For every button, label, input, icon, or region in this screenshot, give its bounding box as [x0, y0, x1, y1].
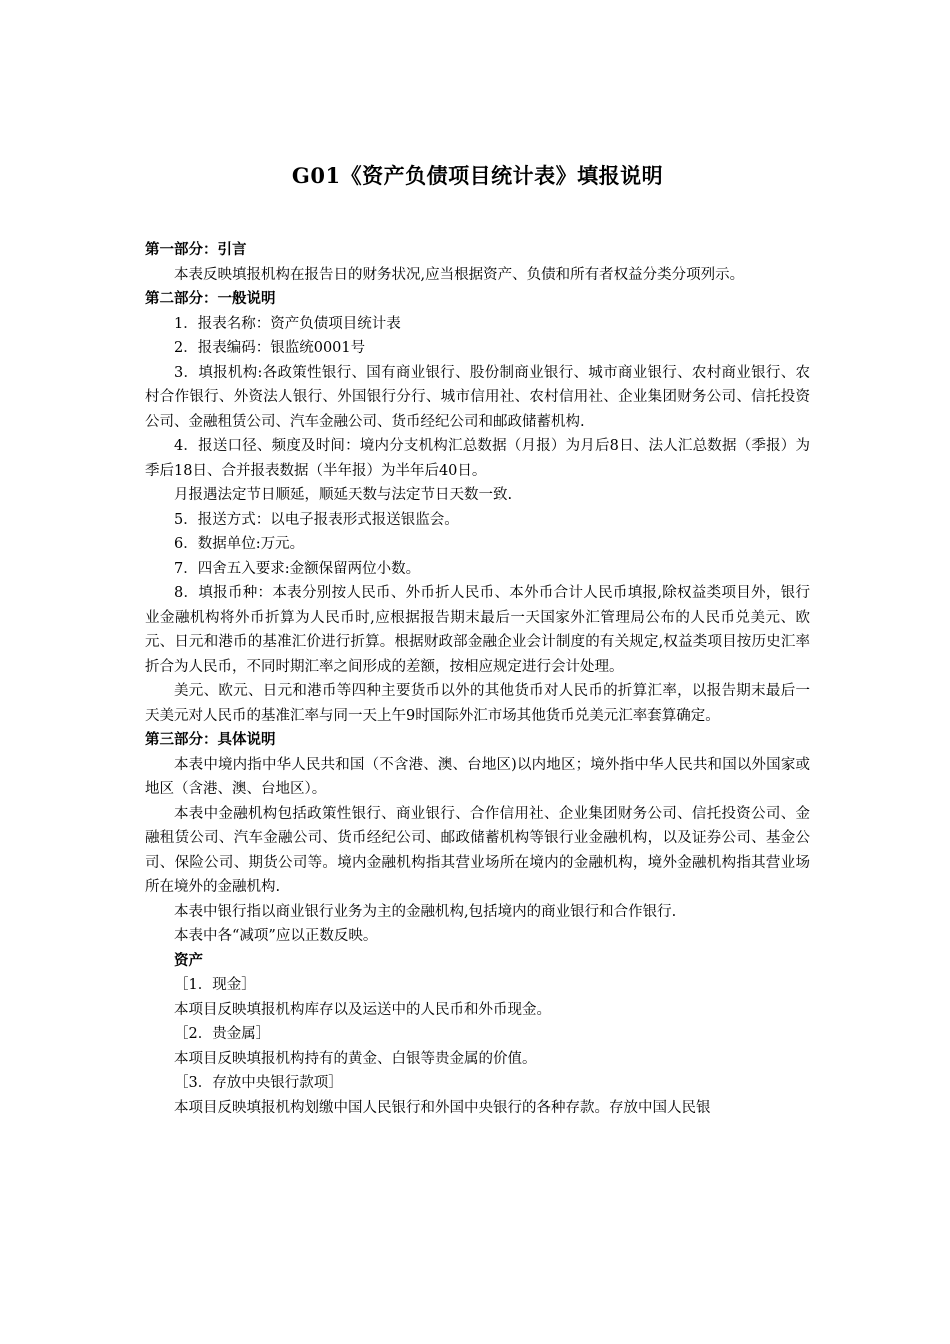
paragraph: 本表中银行指以商业银行业务为主的金融机构,包括境内的商业银行和合作银行.	[174, 903, 677, 920]
list-item: 3．填报机构:各政策性银行、国有商业银行、股份制商业银行、城市商业银行、农村商业银行、农村合作银行、外资法人银行、外国银行分行、城市信用社、农村信用社、企业集团财务公司、信托投资公司、金融租赁公司、汽车金融公司、货币经纪公司和邮政储蓄机构.	[145, 364, 810, 430]
entry-description: 本项目反映填报机构库存以及运送中的人民币和外币现金。	[174, 1001, 551, 1018]
paragraph: 本表中境内指中华人民共和国（不含港、澳、台地区)以内地区；境外指中华人民共和国以外国家或地区（含港、澳、台地区）。	[145, 756, 810, 797]
entry-title-precious-metals: ［2．贵金属］	[174, 1026, 271, 1042]
assets-heading: 资产	[174, 951, 203, 969]
entry-title-central-bank-deposits: ［3．存放中央银行款项］	[174, 1075, 343, 1091]
section-heading-general: 第二部分：一般说明	[145, 290, 276, 307]
list-item: 4．报送口径、频度及时间：境内分支机构汇总数据（月报）为月后8日、法人汇总数据（季报）为季后18日、合并报表数据（半年报）为半年后40日。	[145, 438, 810, 479]
section-heading-specific: 第三部分：具体说明	[145, 731, 276, 748]
list-item: 2．报表编码：银监统0001号	[174, 340, 366, 356]
paragraph: 月报遇法定节日顺延，顺延天数与法定节日天数一致.	[174, 487, 513, 503]
list-item: 6．数据单位:万元。	[174, 536, 305, 552]
paragraph: 美元、欧元、日元和港币等四种主要货币以外的其他货币对人民币的折算汇率，以报告期末最后一天美元对人民币的基准汇率与同一天上午9时国际外汇市场其他货币兑美元汇率套算确定。	[145, 683, 810, 724]
document-page	[145, 150, 810, 1120]
paragraph: 本表中金融机构包括政策性银行、商业银行、合作信用社、企业集团财务公司、信托投资公司、金融租赁公司、汽车金融公司、货币经纪公司、邮政储蓄机构等银行业金融机构，以及证券公司、基金公司、保险公司、期货公司等。境内金融机构指其营业场所在境内的金融机构，境外金融机构指其营业场所在境外的金融机构.	[145, 805, 810, 895]
entry-title-cash: ［1．现金］	[174, 977, 256, 993]
list-item: 7．四舍五入要求:金额保留两位小数。	[174, 560, 421, 577]
entry-description: 本项目反映填报机构划缴中国人民银行和外国中央银行的各种存款。存放中国人民银	[174, 1099, 711, 1116]
paragraph: 本表反映填报机构在报告日的财务状况,应当根据资产、负债和所有者权益分类分项列示。	[174, 266, 745, 283]
document-title: G01《资产负债项目统计表》填报说明	[291, 163, 664, 188]
list-item: 8．填报币种：本表分别按人民币、外币折人民币、本外币合计人民币填报,除权益类项目外，银行业金融机构将外币折算为人民币时,应根据报告期末最后一天国家外汇管理局公布的人民币兑美元、欧元、日元和港币的基准汇价进行折算。根据财政部金融企业会计制度的有关规定,权益类项目按历史汇率折合为人民币，不同时期汇率之间形成的差额，按相应规定进行会计处理。	[145, 585, 810, 675]
section-heading-intro: 第一部分：引言	[145, 241, 247, 258]
paragraph: 本表中各“减项”应以正数反映。	[174, 928, 378, 944]
list-item: 1．报表名称：资产负债项目统计表	[174, 315, 401, 332]
list-item: 5．报送方式：以电子报表形式报送银监会。	[174, 511, 459, 528]
entry-description: 本项目反映填报机构持有的黄金、白银等贵金属的价值。	[174, 1050, 537, 1067]
